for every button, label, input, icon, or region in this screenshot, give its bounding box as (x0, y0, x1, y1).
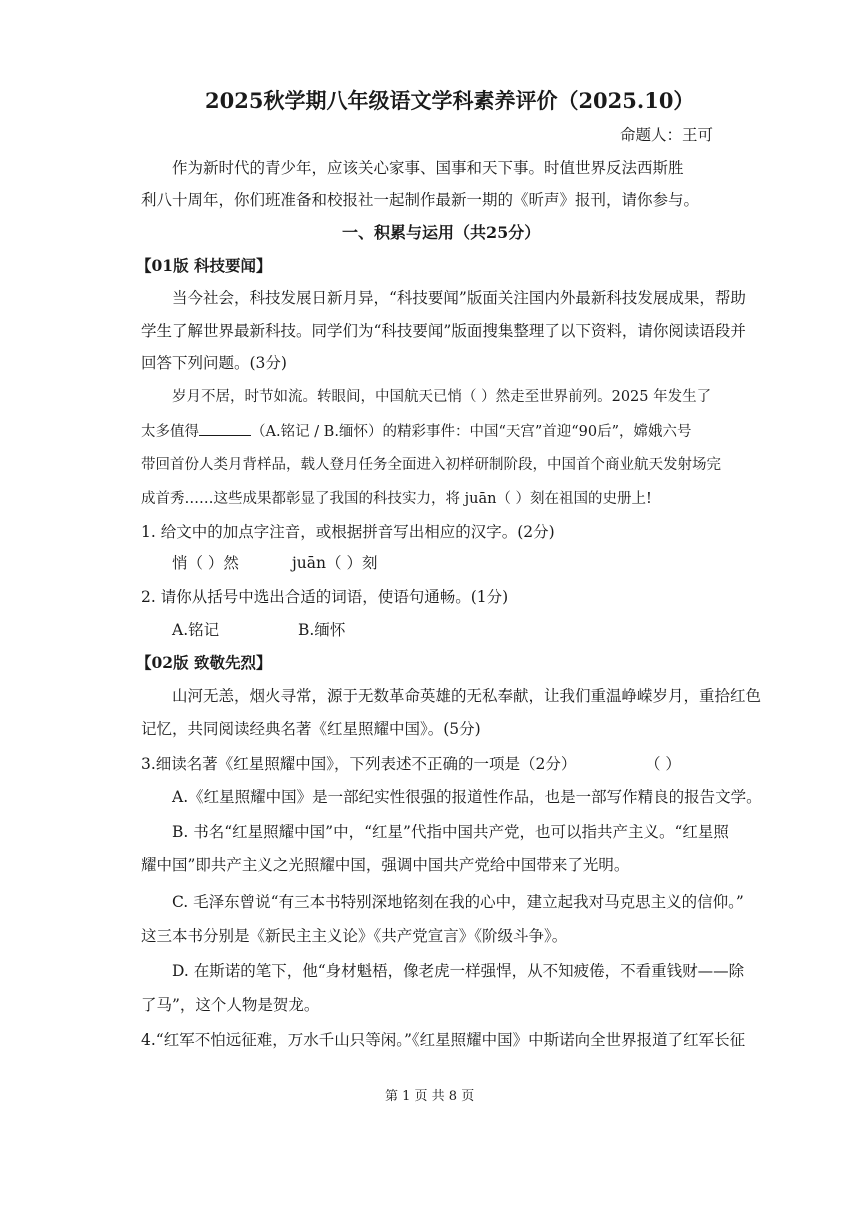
passage-line-1: 岁月不居，时节如流。转眼间，中国航天已悄（ ）然走至世界前列。2025 年发生了 (172, 389, 712, 405)
question-2-option-a: A.铭记 (172, 621, 220, 639)
option-d-line-2: 了马”，这个人物是贺龙。 (141, 996, 320, 1014)
option-b-line-1: B. 书名“红星照耀中国”中，“红星”代指中国共产党，也可以指共产主义。“红星照 (172, 823, 729, 841)
option-c-line-2: 这三本书分别是《新民主主义论》《共产党宣言》《阶级斗争》。 (141, 927, 568, 945)
option-b-line-2: 耀中国”即共产主义之光照耀中国，强调中国共产党给中国带来了光明。 (141, 856, 630, 874)
question-3-stem: 3.细读名著《红星照耀中国》，下列表述不正确的一项是（2分） (141, 755, 577, 773)
edition-02-header: 【02版 致敬先烈】 (136, 653, 272, 672)
option-a: A.《红星照耀中国》是一部纪实性很强的报道性作品，也是一部写作精良的报告文学。 (172, 788, 762, 806)
intro-line-1: 作为新时代的青少年，应该关心家事、国事和天下事。时值世界反法西斯胜 (172, 159, 684, 177)
page-footer: 第 1 页 共 8 页 (385, 1089, 475, 1104)
question-2-option-b: B.缅怀 (298, 621, 346, 639)
question-4-stem: 4.“红军不怕远征难，万水千山只等闲。”《红星照耀中国》中斯诺向全世界报道了红军长征 (141, 1031, 746, 1049)
question-1-item-a: 悄（ ）然 (172, 554, 239, 572)
passage-line-4: 成首秀……这些成果都彰显了我国的科技实力，将 juān（ ）刻在祖国的史册上! (141, 491, 652, 507)
question-3-answer-bracket[interactable]: （ ） (645, 755, 681, 773)
question-1-stem: 1. 给文中的加点字注音，或根据拼音写出相应的汉字。(2分) (141, 523, 555, 541)
author-line: 命题人：王可 (620, 126, 714, 144)
passage-line-3: 带回首份人类月背样品，载人登月任务全面进入初样研制阶段，中国首个商业航天发射场完 (141, 457, 721, 473)
section-title: 一、积累与运用（共25分） (342, 223, 541, 242)
edition-02-para-2: 记忆，共同阅读经典名著《红星照耀中国》。(5分) (141, 720, 481, 738)
option-c-line-1: C. 毛泽东曾说“有三本书特别深地铭刻在我的心中，建立起我对马克思主义的信仰。” (172, 893, 744, 911)
passage-line-2-end: （A.铭记 / B.缅怀）的精彩事件：中国“天宫”首迎“90后”，嫦娥六号 (251, 424, 692, 440)
edition-01-header: 【01版 科技要闻】 (136, 256, 272, 275)
question-2-stem: 2. 请你从括号中选出合适的词语，使语句通畅。(1分) (141, 588, 509, 606)
option-d-line-1: D. 在斯诺的笔下，他“身材魁梧，像老虎一样强悍，从不知疲倦，不看重钱财——除 (172, 962, 745, 980)
edition-01-para-3: 回答下列问题。(3分) (141, 354, 287, 372)
intro-line-2: 利八十周年，你们班准备和校报社一起制作最新一期的《昕声》报刊，请你参与。 (141, 191, 700, 209)
passage-line-2-start: 太多值得 (141, 424, 199, 440)
exam-title: 2025秋学期八年级语文学科素养评价（2025.10） (205, 88, 695, 113)
passage-line-2 (141, 421, 692, 442)
edition-01-para-2: 学生了解世界最新科技。同学们为“科技要闻”版面搜集整理了以下资料，请你阅读语段并 (141, 322, 746, 340)
question-1-item-b: juān（ ）刻 (292, 554, 378, 572)
edition-02-para-1: 山河无恙，烟火寻常，源于无数革命英雄的无私奉献，让我们重温峥嵘岁月，重拾红色 (172, 687, 762, 705)
edition-01-para-1: 当今社会，科技发展日新月异，“科技要闻”版面关注国内外最新科技发展成果，帮助 (172, 289, 746, 307)
fill-in-blank[interactable] (199, 421, 251, 436)
